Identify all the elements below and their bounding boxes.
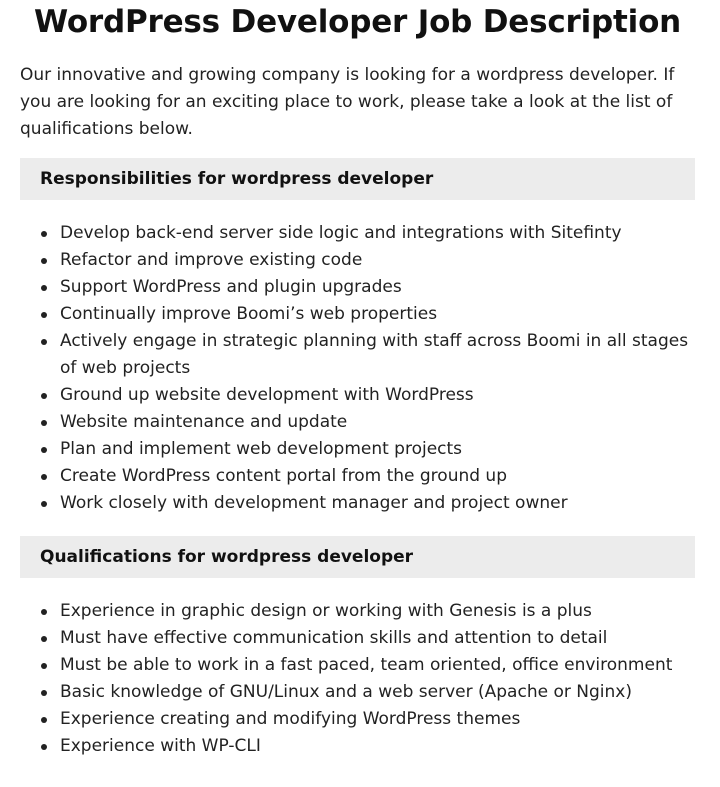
responsibilities-list — [20, 220, 695, 517]
responsibility-item: Work closely with development manager and project owner — [60, 490, 695, 517]
responsibility-item: Create WordPress content portal from the ground up — [60, 463, 695, 490]
responsibility-item: Develop back-end server side logic and integrations with Sitefinty — [60, 220, 695, 247]
qualification-item: Must be able to work in a fast paced, team oriented, office environment — [60, 652, 695, 679]
responsibility-item: Refactor and improve existing code — [60, 247, 695, 274]
responsibility-item: Ground up website development with WordPress — [60, 382, 695, 409]
qualification-item: Experience creating and modifying WordPress themes — [60, 706, 695, 733]
intro-paragraph: Our innovative and growing company is looking for a wordpress developer. If you are looking for an exciting place to work, please take a look at the list of qualifications below. — [20, 65, 675, 139]
responsibility-item: Plan and implement web development projects — [60, 436, 695, 463]
qualifications-heading: Qualifications for wordpress developer — [20, 536, 695, 578]
qualifications-list — [20, 598, 695, 760]
qualification-item: Basic knowledge of GNU/Linux and a web server (Apache or Nginx) — [60, 679, 695, 706]
responsibility-item: Continually improve Boomi’s web properties — [60, 301, 695, 328]
responsibility-item: Support WordPress and plugin upgrades — [60, 274, 695, 301]
qualification-item: Must have effective communication skills and attention to detail — [60, 625, 695, 652]
qualification-item: Experience in graphic design or working with Genesis is a plus — [60, 598, 695, 625]
responsibility-item: Website maintenance and update — [60, 409, 695, 436]
qualification-item: Experience with WP-CLI — [60, 733, 695, 760]
responsibility-item: Actively engage in strategic planning with staff across Boomi in all stages of web projects — [60, 328, 695, 382]
responsibilities-heading: Responsibilities for wordpress developer — [20, 158, 695, 200]
page-title: WordPress Developer Job Description — [33, 4, 682, 40]
